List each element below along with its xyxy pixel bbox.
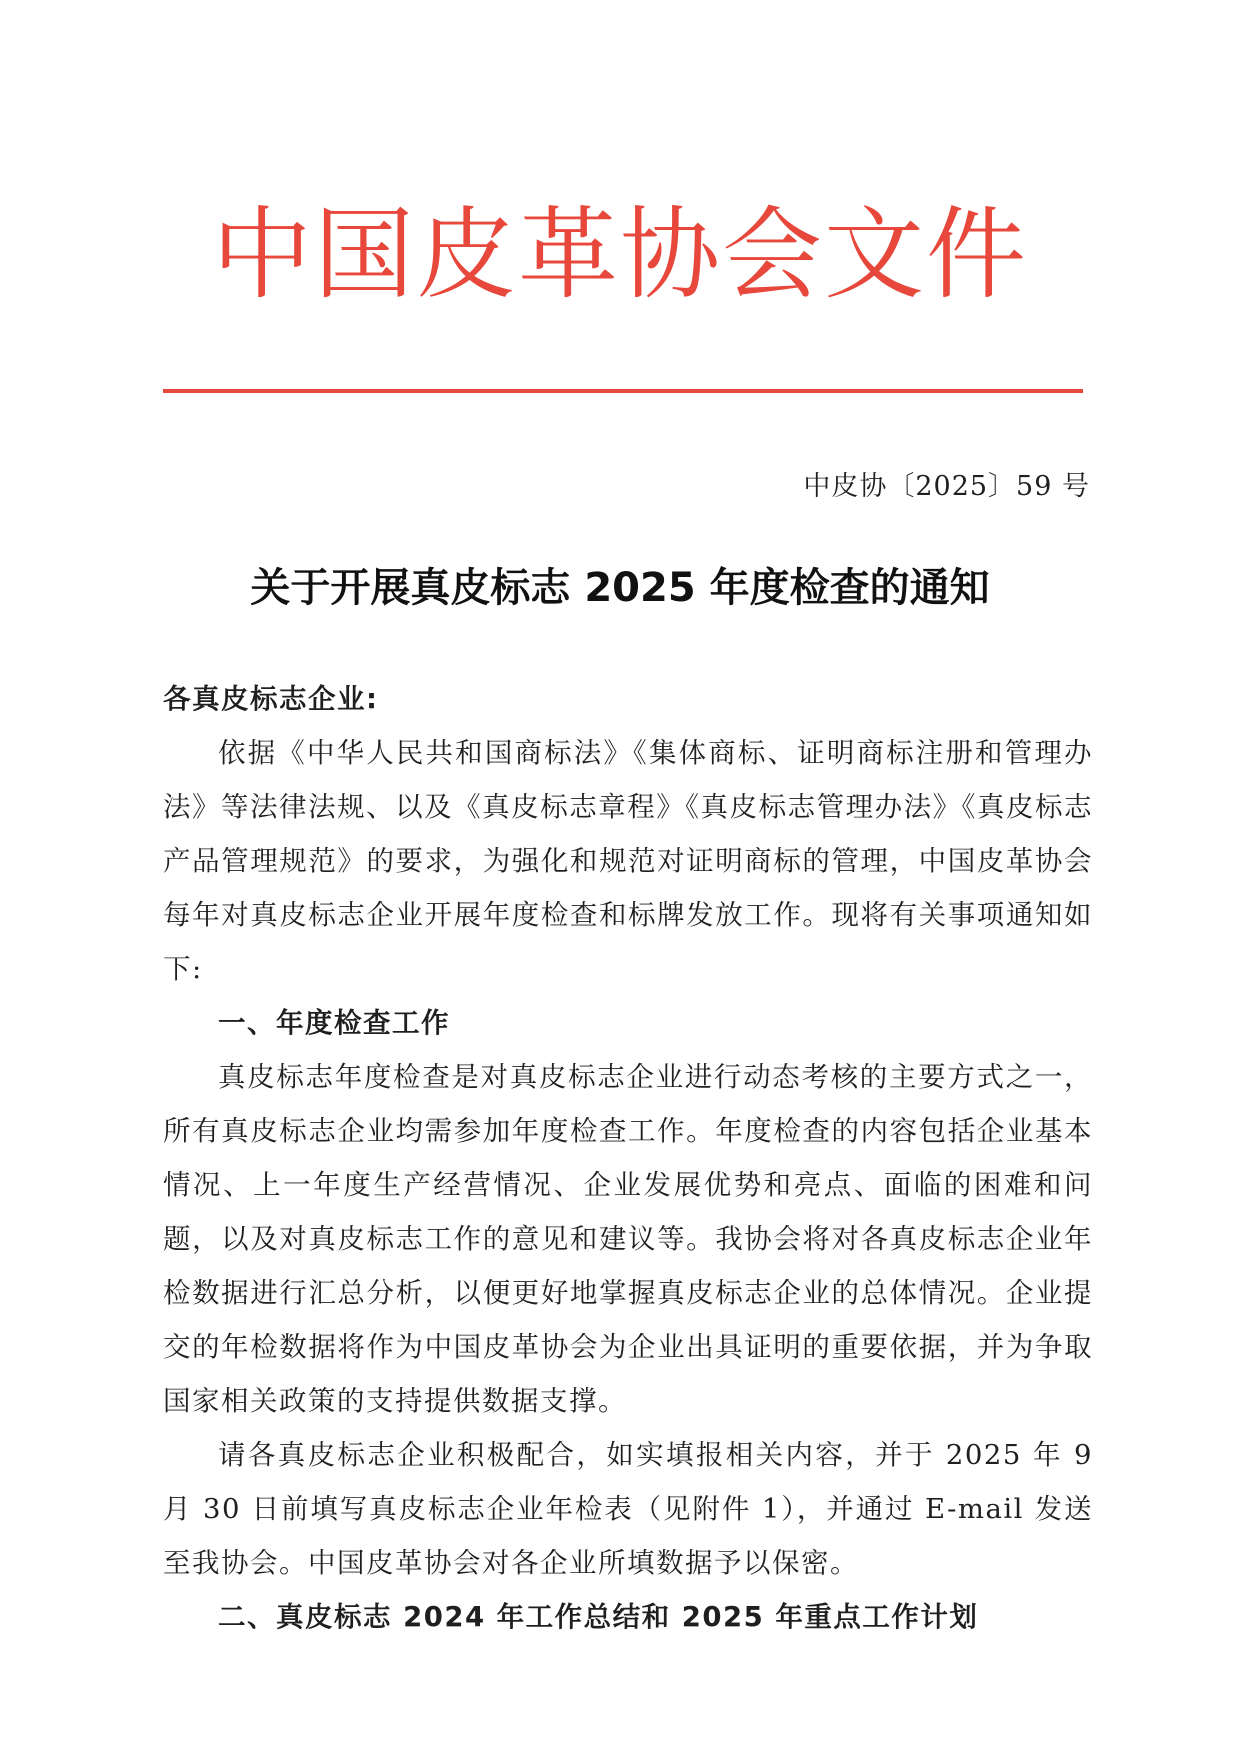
section-2-heading: 二、真皮标志 2024 年工作总结和 2025 年重点工作计划	[218, 1601, 979, 1633]
notice-body	[163, 672, 1093, 1644]
section-1-paragraph-2: 请各真皮标志企业积极配合，如实填报相关内容，并于 2025 年 9 月 30 日前填写真皮标志企业年检表（见附件 1），并通过 E-mail 发送至我协会。中国皮革协会对各企业所填数据予以保密。	[163, 1439, 1093, 1579]
red-divider-line	[163, 389, 1083, 393]
intro-paragraph: 依据《中华人民共和国商标法》《集体商标、证明商标注册和管理办法》等法律法规、以及《真皮标志章程》《真皮标志管理办法》《真皮标志产品管理规范》的要求，为强化和规范对证明商标的管理，中国皮革协会每年对真皮标志企业开展年度检查和标牌发放工作。现将有关事项通知如下:	[163, 737, 1093, 985]
document-number: 中皮协〔2025〕59 号	[803, 471, 1090, 502]
masthead-title: 中国皮革协会文件	[212, 196, 1028, 313]
salutation: 各真皮标志企业:	[163, 683, 379, 715]
notice-title: 关于开展真皮标志 2025 年度检查的通知	[250, 565, 990, 611]
section-1-paragraph-1: 真皮标志年度检查是对真皮标志企业进行动态考核的主要方式之一，所有真皮标志企业均需参加年度检查工作。年度检查的内容包括企业基本情况、上一年度生产经营情况、企业发展优势和亮点、面临的困难和问题，以及对真皮标志工作的意见和建议等。我协会将对各真皮标志企业年检数据进行汇总分析，以便更好地掌握真皮标志企业的总体情况。企业提交的年检数据将作为中国皮革协会为企业出具证明的重要依据，并为争取国家相关政策的支持提供数据支撑。	[163, 1061, 1093, 1417]
section-1-heading: 一、年度检查工作	[218, 1007, 450, 1039]
